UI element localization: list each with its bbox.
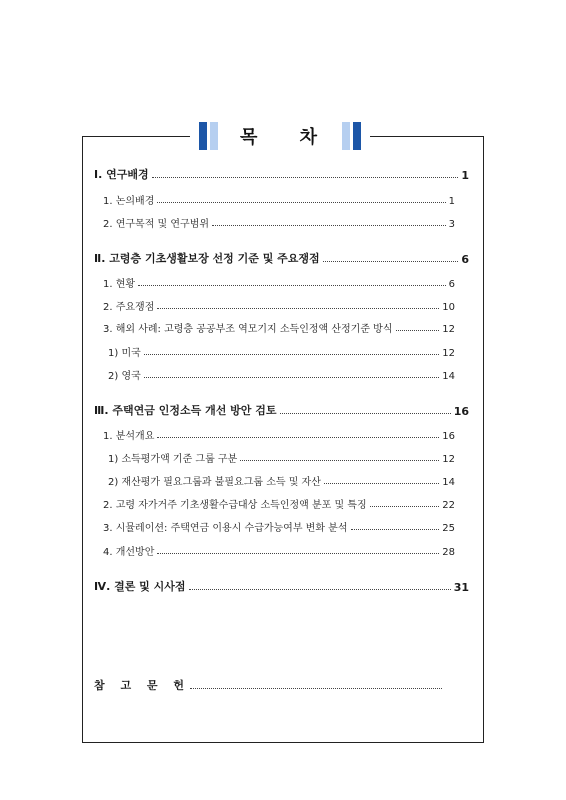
dot-leader: [324, 483, 439, 484]
dot-leader: [351, 529, 440, 530]
toc-entry-references[interactable]: [94, 677, 445, 693]
dot-leader: [144, 354, 440, 355]
dot-leader: [280, 413, 451, 414]
toc-entry[interactable]: [94, 192, 455, 207]
toc-entry-page: 6: [461, 253, 469, 266]
toc-entry-page: 6: [448, 279, 455, 290]
toc-entry-page: 22: [442, 500, 455, 511]
page-title: 목 차: [239, 127, 336, 148]
toc-entry-label: 2. 주요쟁점: [103, 302, 155, 313]
toc-entry-label: 2. 고령 자가거주 기초생활수급대상 소득인정액 분포 및 특징: [103, 500, 367, 511]
toc-entry-label: Ⅳ. 결론 및 시사점: [94, 580, 186, 593]
toc-entry-label: 1) 소득평가액 기준 그룹 구분: [108, 454, 238, 465]
dot-leader: [144, 377, 440, 378]
toc-entry-page: 1: [461, 169, 469, 182]
toc-entry-label: 3. 해외 사례: 고령층 공공부조 역모기지 소득인정액 산정기준 방식: [103, 324, 393, 335]
toc-entry-label: 4. 개선방안: [103, 547, 155, 558]
toc-entry-label: 1. 논의배경: [103, 196, 155, 207]
toc-entry-page: 28: [442, 547, 455, 558]
dot-leader: [157, 553, 439, 554]
toc-entry[interactable]: [94, 473, 455, 488]
toc-entry-label: 2) 영국: [108, 371, 141, 382]
toc-entry-page: 12: [442, 324, 455, 335]
dot-leader: [138, 285, 446, 286]
dot-leader: [152, 177, 459, 178]
toc-entry-page: 12: [442, 454, 455, 465]
dot-leader: [370, 506, 440, 507]
toc-entry-page: 16: [453, 405, 469, 418]
dot-leader: [212, 225, 446, 226]
toc-entry-label: Ⅰ. 연구배경: [94, 168, 149, 181]
references-label: 참 고 문 헌: [94, 679, 190, 692]
toc-entry[interactable]: [94, 344, 455, 359]
toc-entry[interactable]: [94, 543, 455, 558]
toc-entry[interactable]: [94, 166, 469, 182]
toc-entry-label: 2) 재산평가 필요그룹과 불필요그룹 소득 및 자산: [108, 477, 321, 488]
toc-entry[interactable]: [94, 215, 455, 230]
toc-entry-page: 1: [448, 196, 455, 207]
dot-leader: [157, 308, 439, 309]
toc-entry-page: 14: [442, 371, 455, 382]
toc-entry-page: 3: [448, 219, 455, 230]
toc-entry-page: 12: [442, 348, 455, 359]
toc-entry-page: 31: [453, 581, 469, 594]
toc-entry-label: Ⅲ. 주택연금 인정소득 개선 방안 검토: [94, 404, 277, 417]
toc-entry-page: 16: [442, 431, 455, 442]
dot-leader: [240, 460, 439, 461]
toc-entry[interactable]: [94, 519, 455, 534]
toc-entry-label: Ⅱ. 고령층 기초생활보장 선정 기준 및 주요쟁점: [94, 252, 320, 265]
toc-entry[interactable]: [94, 402, 469, 418]
toc-entry[interactable]: [94, 578, 469, 594]
toc-entry-page: 10: [442, 302, 455, 313]
toc-entry[interactable]: [94, 450, 455, 465]
toc-entry[interactable]: [94, 275, 455, 290]
dot-leader: [396, 330, 440, 331]
toc-entry[interactable]: [94, 320, 455, 335]
toc-entry[interactable]: [94, 427, 455, 442]
toc-entry[interactable]: [94, 367, 455, 382]
dot-leader: [190, 688, 442, 689]
dot-leader: [323, 261, 459, 262]
toc-entry[interactable]: [94, 250, 469, 266]
toc-entry-label: 1. 분석개요: [103, 431, 155, 442]
dot-leader: [189, 589, 451, 590]
toc-entry-page: 14: [442, 477, 455, 488]
toc-entry-label: 2. 연구목적 및 연구범위: [103, 219, 210, 230]
toc-entry-label: 3. 시뮬레이션: 주택연금 이용시 수급가능여부 변화 분석: [103, 523, 348, 534]
toc-entry-page: 25: [442, 523, 455, 534]
dot-leader: [157, 437, 439, 438]
toc-entry[interactable]: [94, 496, 455, 511]
toc-entry[interactable]: [94, 298, 455, 313]
table-of-contents: [94, 0, 469, 800]
toc-entry-label: 1) 미국: [108, 348, 141, 359]
dot-leader: [157, 202, 445, 203]
toc-entry-label: 1. 현황: [103, 279, 136, 290]
